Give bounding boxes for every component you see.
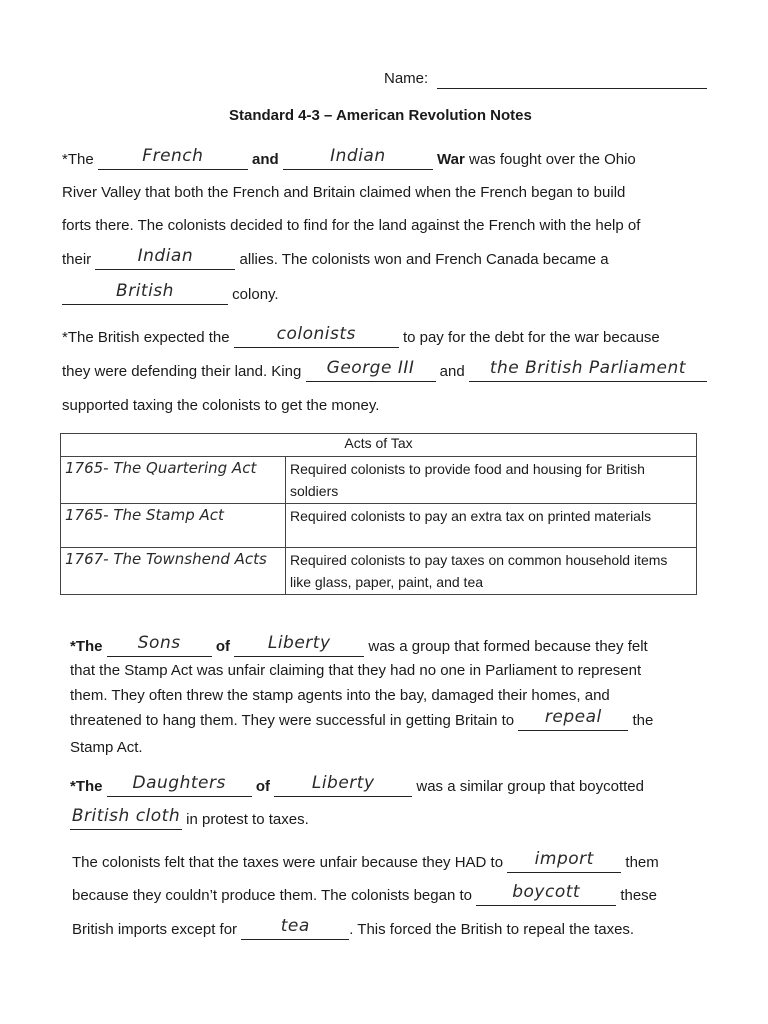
table-heading: Acts of Tax bbox=[61, 434, 697, 457]
blank-french[interactable]: French bbox=[98, 150, 248, 170]
p4-line2: British cloth in protest to taxes. bbox=[71, 806, 309, 828]
blank-parliament[interactable]: the British Parliament bbox=[469, 362, 707, 382]
p1-line5: British colony. bbox=[62, 285, 279, 305]
blank-import[interactable]: import bbox=[507, 853, 621, 873]
blank-king[interactable]: George III bbox=[306, 362, 436, 382]
blank-boycott[interactable]: boycott bbox=[476, 886, 616, 906]
blank-repeal[interactable]: repeal bbox=[518, 711, 628, 731]
p3-line2: that the Stamp Act was unfair claiming that they had no one in Parliament to represent bbox=[70, 662, 642, 679]
p2-line1: *The British expected the colonists to pay for the debt for the war because bbox=[62, 324, 660, 346]
table-row bbox=[61, 548, 697, 595]
table-row bbox=[61, 504, 697, 548]
desc-cell: Required colonists to provide food and housing for British soldiers bbox=[286, 457, 697, 504]
name-label: Name: bbox=[384, 70, 429, 87]
p1-line2: River Valley that both the French and Britain claimed when the French began to build bbox=[62, 184, 626, 201]
p1-line4: their Indian allies. The colonists won and French Canada became a bbox=[62, 246, 609, 268]
p2-line3: supported taxing the colonists to get the money. bbox=[62, 397, 380, 414]
p5-line3: British imports except for tea . This forced the British to repeal the taxes. bbox=[72, 916, 635, 938]
name-field-line[interactable] bbox=[437, 88, 707, 89]
p3-line3: them. They often threw the stamp agents into the bay, damaged their homes, and bbox=[70, 687, 610, 704]
blank-tea[interactable]: tea bbox=[241, 920, 349, 940]
blank-british[interactable]: British bbox=[62, 285, 228, 305]
p3-line5: Stamp Act. bbox=[70, 739, 143, 756]
blank-liberty[interactable]: Liberty bbox=[234, 637, 364, 657]
worksheet-title: Standard 4-3 – American Revolution Notes bbox=[229, 107, 532, 124]
blank-daughters[interactable]: Daughters bbox=[107, 777, 252, 797]
p3-line4: threatened to hang them. They were successful in getting Britain to repeal the bbox=[70, 707, 654, 729]
act-cell[interactable]: 1765- The Stamp Act bbox=[61, 504, 286, 548]
p5-line1: The colonists felt that the taxes were unfair because they HAD to import them bbox=[72, 849, 659, 871]
act-cell[interactable]: 1767- The Townshend Acts bbox=[61, 548, 286, 595]
p4-line1: *The Daughters of Liberty was a similar group that boycotted bbox=[70, 773, 644, 795]
table-row bbox=[61, 457, 697, 504]
blank-colonists[interactable]: colonists bbox=[234, 328, 399, 348]
act-cell[interactable]: 1765- The Quartering Act bbox=[61, 457, 286, 504]
blank-british-cloth[interactable]: British cloth bbox=[70, 810, 182, 830]
acts-of-tax-table bbox=[60, 433, 697, 595]
p2-line2: they were defending their land. King George III and the British Parliament bbox=[62, 362, 707, 382]
blank-indian-allies[interactable]: Indian bbox=[95, 250, 235, 270]
p1-line1: *The French and Indian War was fought over the Ohio bbox=[62, 146, 636, 168]
blank-indian[interactable]: Indian bbox=[283, 150, 433, 170]
blank-liberty-2[interactable]: Liberty bbox=[274, 777, 412, 797]
blank-sons[interactable]: Sons bbox=[107, 637, 212, 657]
desc-cell: Required colonists to pay an extra tax on printed materials bbox=[286, 504, 697, 548]
desc-cell: Required colonists to pay taxes on common household items like glass, paper, paint, and tea bbox=[286, 548, 697, 595]
p5-line2: because they couldn’t produce them. The colonists began to boycott these bbox=[72, 882, 658, 904]
p3-line1: *The Sons of Liberty was a group that formed because they felt bbox=[70, 633, 648, 655]
p1-line3: forts there. The colonists decided to find for the land against the French with the help of bbox=[62, 217, 641, 234]
